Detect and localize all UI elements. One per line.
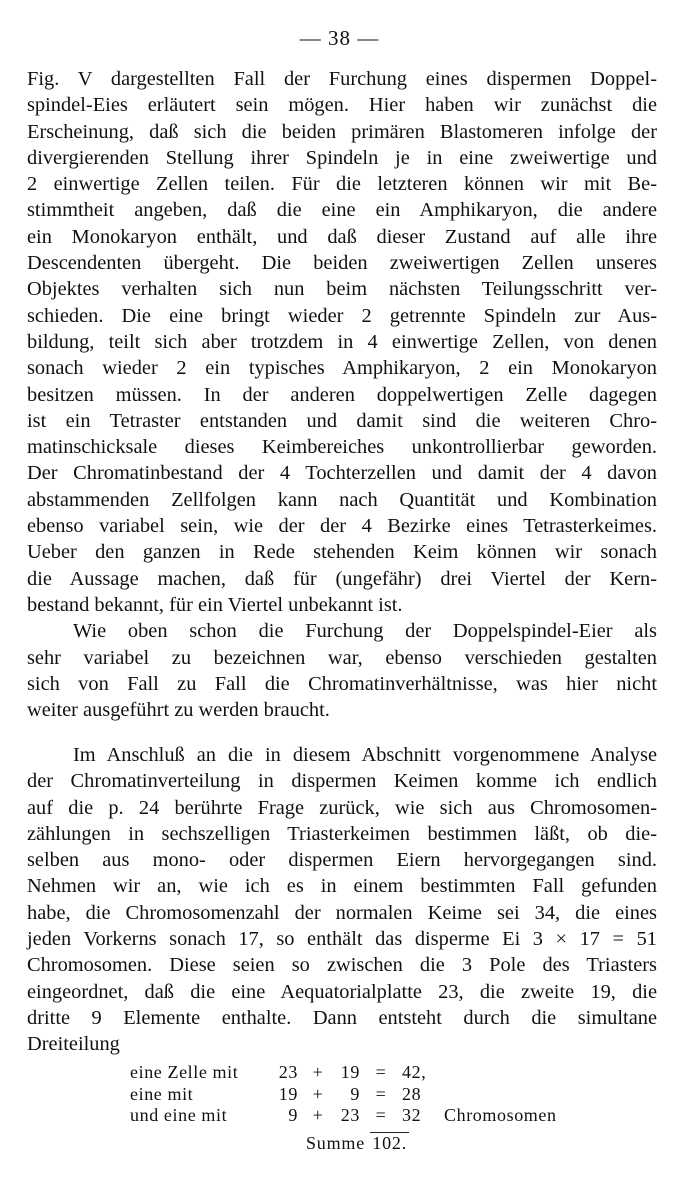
text-line: 2 einwertige Zellen teilen. Für die letzteren können wir mit Be- bbox=[27, 173, 657, 196]
addend-a: 23 bbox=[278, 1062, 298, 1082]
body-text-lower bbox=[27, 742, 657, 1058]
unit-label bbox=[432, 1062, 557, 1084]
text-line: Erscheinung, daß sich die beiden primären Blastomeren infolge der bbox=[27, 120, 657, 143]
addend-a: 19 bbox=[278, 1083, 298, 1104]
row-result: 32 bbox=[402, 1105, 422, 1125]
chromosome-sum-table bbox=[130, 1062, 557, 1127]
text-line: jeden Vorkerns sonach 17, so enthält das disperme Ei 3 × 17 = 51 bbox=[27, 928, 657, 951]
text-line: auf die p. 24 berührte Frage zurück, wie sich aus Chromosomen- bbox=[27, 796, 657, 819]
sum-row bbox=[130, 1062, 557, 1084]
plus-sign: + bbox=[312, 1083, 324, 1104]
text-line: abstammenden Zellfolgen kann nach Quantität und Kombination bbox=[27, 488, 657, 511]
plus-sign: + bbox=[312, 1105, 324, 1125]
text-line: sehr variabel zu bezeichnen war, ebenso verschieden gestalten bbox=[27, 646, 657, 669]
equals-sign: = bbox=[375, 1083, 387, 1104]
text-line: Chromosomen. Diese seien so zwischen die 3 Pole des Triasters bbox=[27, 954, 657, 977]
text-line: eingeordnet, daß die eine Aequatorialplatte 23, die zweite 19, die bbox=[27, 980, 657, 1003]
text-line: selben aus mono- oder dispermen Eiern hervorgegangen sind. bbox=[27, 849, 657, 872]
text-line: Nehmen wir an, wie ich es in einem bestimmten Fall gefunden bbox=[27, 875, 657, 898]
text-line: matinschicksale dieses Keimbereiches unkontrollierbar geworden. bbox=[27, 436, 657, 459]
page-number: — 38 — bbox=[299, 26, 380, 50]
text-line: dritte 9 Elemente enthalte. Dann entsteht durch die simultane bbox=[27, 1006, 657, 1029]
text-line: Objektes verhalten sich nun beim nächsten Teilungsschritt ver- bbox=[27, 278, 657, 301]
text-line: Ueber den ganzen in Rede stehenden Keim können wir sonach bbox=[27, 541, 657, 564]
body-text-upper bbox=[27, 66, 657, 723]
text-line: ein Monokaryon enthält, und daß dieser Zustand auf alle ihre bbox=[27, 225, 657, 248]
row-label: eine Zelle mit bbox=[130, 1062, 239, 1082]
addend-a: 9 bbox=[288, 1105, 298, 1125]
text-line: besitzen müssen. In der anderen doppelwertigen Zelle dagegen bbox=[27, 383, 657, 406]
addend-b: 19 bbox=[340, 1062, 360, 1082]
plus-sign: + bbox=[312, 1062, 324, 1082]
addend-b: 23 bbox=[340, 1105, 360, 1125]
text-line: spindel-Eies erläutert sein mögen. Hier haben wir zunächst die bbox=[27, 94, 657, 117]
total-label: Summe bbox=[306, 1133, 366, 1153]
sum-total bbox=[306, 1133, 409, 1154]
paragraph-3 bbox=[27, 742, 657, 1058]
text-line: sonach wieder 2 ein typisches Amphikaryon, 2 ein Monokaryon bbox=[27, 357, 657, 380]
text-line: Dreiteilung bbox=[27, 1033, 120, 1056]
text-line: ebenso variabel sein, wie der der 4 Bezirke eines Tetrasterkeimes. bbox=[27, 515, 657, 538]
text-line: weiter ausgeführt zu werden braucht. bbox=[27, 699, 330, 722]
text-line: Wie oben schon die Furchung der Doppelspindel-Eier als bbox=[73, 620, 657, 643]
text-line: ist ein Tetraster entstanden und damit sind die weiteren Chro- bbox=[27, 409, 657, 432]
text-line: bestand bekannt, für ein Viertel unbekannt ist. bbox=[27, 593, 403, 616]
text-line: Der Chromatinbestand der 4 Tochterzellen und damit der 4 davon bbox=[27, 462, 657, 485]
text-line: zählungen in sechszelligen Triasterkeimen bestimmen läßt, ob die- bbox=[27, 822, 657, 845]
row-label: und eine mit bbox=[130, 1105, 228, 1125]
paragraph-2 bbox=[27, 618, 657, 723]
text-line: Fig. V dargestellten Fall der Furchung eines dispermen Doppel- bbox=[27, 68, 657, 90]
text-line: bildung, teilt sich aber trotzdem in 4 einwertige Zellen, von denen bbox=[27, 330, 657, 353]
text-line: sich von Fall zu Fall die Chromatinverhältnisse, was hier nicht bbox=[27, 672, 657, 695]
text-line: der Chromatinverteilung in dispermen Keimen komme ich endlich bbox=[27, 770, 657, 793]
equals-sign: = bbox=[375, 1105, 387, 1125]
text-line: die Aussage machen, daß für (ungefähr) drei Viertel der Kern- bbox=[27, 567, 657, 590]
paragraph-1 bbox=[27, 66, 657, 618]
row-result: 28 bbox=[402, 1083, 422, 1104]
sum-row bbox=[130, 1105, 557, 1127]
unit-label: Chromosomen bbox=[444, 1105, 557, 1125]
unit-label bbox=[432, 1084, 557, 1106]
text-line: Im Anschluß an die in diesem Abschnitt vorgenommene Analyse bbox=[73, 744, 657, 766]
row-result: 42, bbox=[402, 1062, 427, 1082]
text-line: divergierenden Stellung ihrer Spindeln je in eine zweiwertige und bbox=[27, 146, 657, 169]
text-line: Descendenten übergeht. Die beiden zweiwertigen Zellen unseres bbox=[27, 252, 657, 275]
text-line: habe, die Chromosomenzahl der normalen Keime sei 34, die eines bbox=[27, 901, 657, 924]
equals-sign: = bbox=[375, 1062, 387, 1082]
text-line: schieden. Die eine bringt wieder 2 getrennte Spindeln zur Aus- bbox=[27, 304, 657, 327]
row-label: eine mit bbox=[130, 1083, 194, 1104]
sum-row bbox=[130, 1084, 557, 1106]
total-value: 102. bbox=[372, 1133, 408, 1153]
addend-b: 9 bbox=[350, 1083, 360, 1104]
text-line: stimmtheit angeben, daß die eine ein Amphikaryon, die andere bbox=[27, 199, 657, 222]
